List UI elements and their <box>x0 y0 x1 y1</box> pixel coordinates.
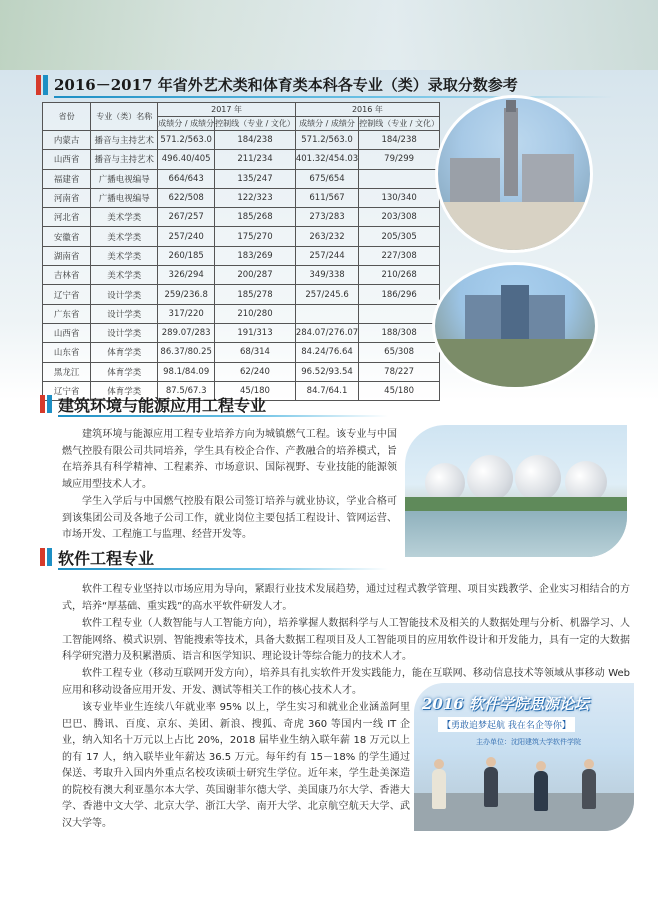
gas-sphere <box>515 455 561 501</box>
table-title: 2016－2017 年省外艺术类和体育类本科各专业（类）录取分数参考 <box>54 76 518 94</box>
energy-section-title: 建筑环境与能源应用工程专业 <box>58 396 267 415</box>
table-cell: 体育学类 <box>91 381 158 400</box>
table-cell: 广播电视编导 <box>91 188 158 207</box>
table-header-row <box>43 103 440 117</box>
table-cell: 200/287 <box>215 266 296 285</box>
header-province: 省份 <box>43 103 91 131</box>
table-cell: 349/338 <box>295 266 358 285</box>
forum-banner-organizer: 主办单位：沈阳建筑大学软件学院 <box>476 738 581 746</box>
table-cell: 326/294 <box>158 266 215 285</box>
table-cell: 263/232 <box>295 227 358 246</box>
photo-lawn <box>435 339 595 387</box>
photo-building-left <box>450 158 500 202</box>
table-cell: 664/643 <box>158 169 215 188</box>
table-cell: 211/234 <box>215 150 296 169</box>
photo-ground <box>438 202 590 250</box>
energy-paragraph-1: 建筑环境与能源应用工程专业培养方向为城镇燃气工程。该专业与中国燃气控股有限公司共同培养，学生具有校企合作、产教融合的培养模式，旨在培养具有科学精神、工程素养、市场意识、国际视野、专业技能的能源领域应用型技术人才。 <box>62 429 397 490</box>
table-row <box>43 304 440 323</box>
photo-building-right <box>522 154 574 202</box>
table-row <box>43 131 440 150</box>
table-row <box>43 362 440 381</box>
table-cell: 257/244 <box>295 246 358 265</box>
table-row <box>43 343 440 362</box>
software-paragraph-2: 软件工程专业（人数智能与人工智能方向），培养掌握人数据科学与人工智能技术及相关的人数据处理与分析、机器学习、人工智能网络、模式识别、智能搜索等技术，具备大数据工程项目及人工智能项目的应用软件设计和开发能力，具有一定的大数据科学研究潜力及积累潜质、语言和医学知识、理论设计等综合能力的技术人才。 <box>62 618 630 662</box>
header-2016: 2016 年 <box>295 103 439 117</box>
table-cell: 山东省 <box>43 343 91 362</box>
table-cell: 284.07/276.07 <box>295 323 358 342</box>
table-cell: 185/278 <box>215 285 296 304</box>
table-cell: 体育学类 <box>91 362 158 381</box>
table-cell: 273/283 <box>295 208 358 227</box>
table-cell: 317/220 <box>158 304 215 323</box>
table-cell: 184/238 <box>215 131 296 150</box>
table-cell: 267/257 <box>158 208 215 227</box>
header-score-2016: 成绩分 / 成绩分 <box>295 117 358 131</box>
software-section-header <box>40 545 400 569</box>
table-cell: 内蒙古 <box>43 131 91 150</box>
table-cell: 广东省 <box>43 304 91 323</box>
photo-water <box>405 511 627 557</box>
table-cell: 205/305 <box>359 227 440 246</box>
table-cell: 86.37/80.25 <box>158 343 215 362</box>
header-major: 专业（类）名称 <box>91 103 158 131</box>
table-row <box>43 150 440 169</box>
table-cell: 401.32/454.03 <box>295 150 358 169</box>
table-row <box>43 285 440 304</box>
speaker-figure <box>484 767 498 807</box>
table-cell: 美术学类 <box>91 208 158 227</box>
table-cell: 辽宁省 <box>43 381 91 400</box>
table-cell: 美术学类 <box>91 266 158 285</box>
table-cell: 257/240 <box>158 227 215 246</box>
table-cell: 79/299 <box>359 150 440 169</box>
table-cell: 湖南省 <box>43 246 91 265</box>
table-cell: 河北省 <box>43 208 91 227</box>
energy-paragraph-2: 学生入学后与中国燃气控股有限公司签订培养与就业协议，学业合格可到该集团公司及各地子公司工作，就业岗位主要包括工程设计、管网运营、市场开发、工程施工与监理、经营开发等。 <box>62 496 397 540</box>
header-control-2017: 控制线（专业 / 文化） <box>215 117 296 131</box>
table-cell: 259/236.8 <box>158 285 215 304</box>
table-cell: 广播电视编导 <box>91 169 158 188</box>
photo-clock-tower <box>504 108 518 196</box>
table-row <box>43 208 440 227</box>
table-cell: 96.52/93.54 <box>295 362 358 381</box>
table-cell: 美术学类 <box>91 246 158 265</box>
table-cell: 美术学类 <box>91 227 158 246</box>
header-2017: 2017 年 <box>158 103 296 117</box>
gas-sphere <box>467 455 513 501</box>
section-marker-red <box>40 548 45 566</box>
speaker-head <box>486 757 496 767</box>
table-cell: 87.5/67.3 <box>158 381 215 400</box>
photo-treeline <box>405 497 627 511</box>
forum-banner-title: 2016 软件学院思源论坛 <box>422 695 589 713</box>
table-cell: 203/308 <box>359 208 440 227</box>
table-row <box>43 246 440 265</box>
speaker-figure <box>582 769 596 809</box>
header-score-2017: 成绩分 / 成绩分 <box>158 117 215 131</box>
table-cell <box>295 304 358 323</box>
table-row <box>43 266 440 285</box>
photo-tower-top <box>506 100 516 112</box>
table-cell: 河南省 <box>43 188 91 207</box>
section-marker-red <box>40 395 45 413</box>
table-cell: 186/296 <box>359 285 440 304</box>
table-cell: 设计学类 <box>91 304 158 323</box>
table-cell: 184/238 <box>359 131 440 150</box>
title-marker-blue <box>43 75 48 95</box>
energy-section-header <box>40 392 400 416</box>
table-cell: 山西省 <box>43 323 91 342</box>
table-cell: 84.7/64.1 <box>295 381 358 400</box>
software-paragraph-3: 软件工程专业（移动互联网开发方向），培养具有扎实软件开发实践能力，能在互联网、移动信息技术等领域从事移动 Web 应用和移动设备应用开发、开发、测试等相关工作的核心技术人才。 <box>62 668 630 696</box>
table-cell: 496.40/405 <box>158 150 215 169</box>
table-cell: 227/308 <box>359 246 440 265</box>
table-cell: 68/314 <box>215 343 296 362</box>
table-cell <box>359 169 440 188</box>
table-cell: 体育学类 <box>91 343 158 362</box>
table-cell: 571.2/563.0 <box>158 131 215 150</box>
speaker-head <box>536 761 546 771</box>
table-cell: 210/268 <box>359 266 440 285</box>
table-cell: 122/323 <box>215 188 296 207</box>
table-cell <box>359 304 440 323</box>
table-row <box>43 323 440 342</box>
table-cell: 175/270 <box>215 227 296 246</box>
table-cell: 183/269 <box>215 246 296 265</box>
table-cell: 185/268 <box>215 208 296 227</box>
speaker-figure <box>432 769 446 809</box>
speaker-head <box>584 759 594 769</box>
table-row <box>43 169 440 188</box>
table-cell: 78/227 <box>359 362 440 381</box>
software-section-title: 软件工程专业 <box>58 549 155 568</box>
table-cell: 622/508 <box>158 188 215 207</box>
forum-banner-slogan: 【勇敢追梦起航 我在名企等你】 <box>438 717 575 732</box>
table-cell: 福建省 <box>43 169 91 188</box>
table-cell: 播音与主持艺术 <box>91 150 158 169</box>
photo-glass-center <box>501 285 529 339</box>
forum-stage <box>414 793 634 831</box>
header-control-2016: 控制线（专业 / 文化） <box>359 117 440 131</box>
table-title-bar <box>36 72 636 98</box>
table-cell: 辽宁省 <box>43 285 91 304</box>
table-cell: 98.1/84.09 <box>158 362 215 381</box>
table-cell: 65/308 <box>359 343 440 362</box>
table-row <box>43 227 440 246</box>
table-cell: 播音与主持艺术 <box>91 131 158 150</box>
table-cell: 191/313 <box>215 323 296 342</box>
software-paragraph-1: 软件工程专业坚持以市场应用为导向，紧跟行业技术发展趋势，通过过程式教学管理、项目实践教学、企业实习相结合的方式，培养“厚基础、重实践”的高水平软件研发人才。 <box>62 584 630 612</box>
table-row <box>43 188 440 207</box>
speaker-figure <box>534 771 548 811</box>
section-marker-blue <box>47 395 52 413</box>
speaker-head <box>434 759 444 769</box>
table-body <box>43 131 440 401</box>
table-cell: 设计学类 <box>91 323 158 342</box>
campus-tower-photo <box>435 95 593 253</box>
table-cell: 260/185 <box>158 246 215 265</box>
table-cell: 130/340 <box>359 188 440 207</box>
table-cell: 611/567 <box>295 188 358 207</box>
table-cell: 62/240 <box>215 362 296 381</box>
table-cell: 吉林省 <box>43 266 91 285</box>
background-trees <box>0 0 658 70</box>
table-cell: 257/245.6 <box>295 285 358 304</box>
table-cell: 山西省 <box>43 150 91 169</box>
table-cell: 210/280 <box>215 304 296 323</box>
table-cell: 84.24/76.64 <box>295 343 358 362</box>
table-cell: 45/180 <box>215 381 296 400</box>
table-cell: 675/654 <box>295 169 358 188</box>
software-paragraph-4: 该专业毕业生连续八年就业率 95% 以上，学生实习和就业企业涵盖阿里巴巴、腾讯、百度、京东、美团、新浪、搜狐、奇虎 360 等国内一线 IT 企业，纳入知名十万元以上占比 20%，2018 届毕业生纳入联年薪 18 万元以上的有 17 人，纳入联毕业年薪达 36.5 万元。每年约有 15－18% 的学生通过保送、考取升入国内外重点名校攻读硕士研究生学位。近年来，学生赴美深造的院校有澳大利亚墨尔本大学、英国谢菲尔德大学、美国康乃尔大学、香港大学、香港中文大学、北京大学、浙江大学、南开大学、北京航空航天大学、武汉大学等。 <box>62 702 410 829</box>
table-cell: 289.07/283 <box>158 323 215 342</box>
section-underline <box>58 415 388 417</box>
forum-event-photo <box>414 683 634 831</box>
table-cell: 设计学类 <box>91 285 158 304</box>
table-cell: 188/308 <box>359 323 440 342</box>
section-marker-blue <box>47 548 52 566</box>
table-cell: 571.2/563.0 <box>295 131 358 150</box>
table-cell: 135/247 <box>215 169 296 188</box>
table-cell: 45/180 <box>359 381 440 400</box>
table-cell: 黑龙江 <box>43 362 91 381</box>
gas-tanks-photo <box>405 425 627 557</box>
section-underline <box>58 568 388 570</box>
table-cell: 安徽省 <box>43 227 91 246</box>
campus-building-photo <box>432 262 598 390</box>
scores-table <box>42 102 440 401</box>
title-marker-red <box>36 75 41 95</box>
